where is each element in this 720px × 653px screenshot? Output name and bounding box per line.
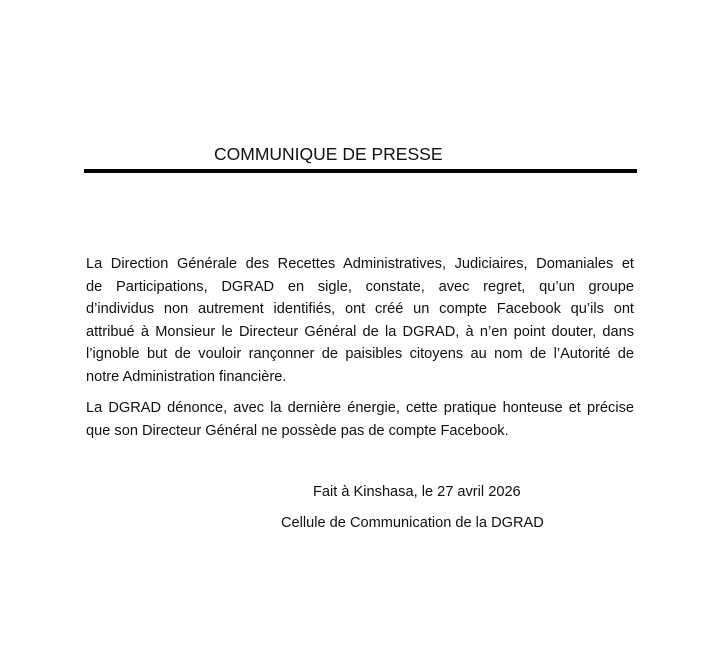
signature-line: Cellule de Communication de la DGRAD [281,515,544,531]
paragraph-statement [86,253,634,389]
paragraph-line: attribué à Monsieur le Directeur Général de la DGRAD, à n’en point douter, dans [86,323,634,340]
title-underline-rule [84,169,637,173]
paragraph-line: d’individus non autrement identifiés, ont créé un compte Facebook qu’ils ont [86,301,634,318]
press-release-title: COMMUNIQUE DE PRESSE [214,144,443,164]
paragraph-line: La DGRAD dénonce, avec la dernière énergie, cette pratique honteuse et précise [86,400,634,416]
paragraph-line: La Direction Générale des Recettes Administratives, Judiciaires, Domaniales et [86,256,634,272]
place-and-date: Fait à Kinshasa, le 27 avril 2026 [313,484,521,500]
paragraph-line: de Participations, DGRAD en sigle, constate, avec regret, qu’un groupe [86,278,634,295]
paragraph-denunciation [86,397,634,442]
paragraph-line: l’ignoble but de vouloir rançonner de paisibles citoyens au nom de l’Autorité de [86,346,634,363]
paragraph-line: que son Directeur Général ne possède pas de compte Facebook. [86,422,509,439]
paragraph-line: notre Administration financière. [86,368,287,385]
